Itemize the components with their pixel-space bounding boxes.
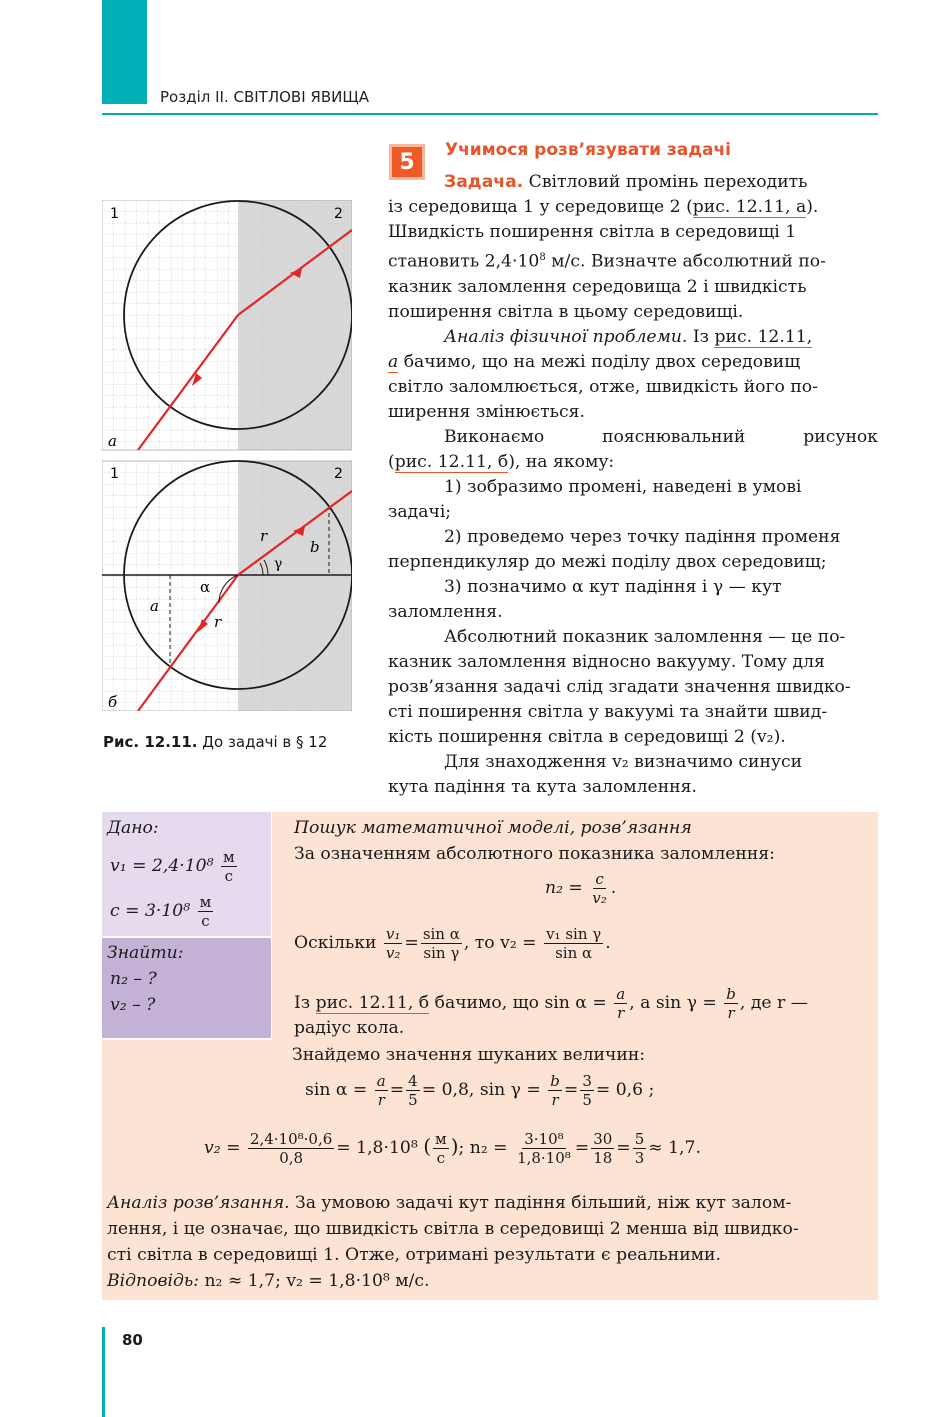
problem-text: Задача. Світловий промінь переходить із середовища 1 у середовище 2 (рис. 12.11, а). Швидкість поширення світла в середовищі 1 становить $2,4\cdot 10^8$ м/с. Визначте абсолютний по- казник заломлення середовища 2 і швидкість поширення світла в цьому середовищі. Аналіз фізичної проблеми. Із рис. 12.11, а бачимо, що на межі поділу двох середовищ світло заломлюється, отже, швидкість його по- ширення змінюється. Виконаємо пояснювальний рисунок (рис. 12.11, б), на якому: 1) зобразимо промені, наведені в умові задачі; 2) проведемо через точку падіння променя перпендикуляр до межі поділу двох середовищ; 3) позначимо α кут падіння і γ — кут заломлення. Абсолютний показник заломлення — це по- казник заломлення відносно вакууму. Тому для розв’язання задачі слід згадати значення швидко- сті поширення світла у вакуумі та знайти швид- кість поширення світла в середовищі 2 (v₂). Для знаходження v₂ визначимо синуси кута падіння та кута заломлення. bbox=[388, 172, 878, 797]
gamma-angle-label: γ bbox=[274, 556, 283, 572]
panel-b-label: б bbox=[108, 693, 118, 711]
figure-12-11 bbox=[102, 200, 352, 711]
radius-label-top: r bbox=[260, 527, 268, 545]
medium-2-label-b: 2 bbox=[334, 466, 343, 482]
figure-panel-b bbox=[102, 461, 352, 711]
given-v1: v₁ = 2,4·10⁸ $\frac{м}{с}$ bbox=[110, 848, 235, 885]
solution-title: Пошук математичної моделі, розв’язання bbox=[294, 818, 692, 838]
radius-label-bottom: r bbox=[214, 613, 222, 631]
section-number-badge: 5 bbox=[389, 144, 425, 180]
medium-1-label-b: 1 bbox=[110, 466, 119, 482]
formula-ratio: Оскільки $\frac{\text{v₁}}{\text{v₂}}$ = $\frac{\text{sin α}}{\text{sin γ}}$ , то v₂ = $\frac{\text{v₁ sin γ}}{\text{sin α}}$ . bbox=[294, 925, 611, 962]
segment-a-label: a bbox=[150, 597, 159, 615]
section-title: Учимося розв’язувати задачі bbox=[445, 140, 731, 160]
medium-2-label: 2 bbox=[334, 206, 343, 222]
calc-results: v₂ = $\frac{\text{2,4·10⁸·0,6}}{0,8}$ = 1,8·10⁸ ( $\frac{м}{с}$ ); n₂ = $\frac{\text{3·10⁸}}{\text{1,8·10⁸}}$ = $\frac{30}{18}$ = $\frac{5}{3}$ ≈ 1,7. bbox=[204, 1130, 701, 1167]
formula-n2: n₂ = $\frac{c}{\text{v₂}}$ . bbox=[545, 870, 617, 907]
calc-sines: sin α = $\frac{a}{r}$ = $\frac{4}{5}$ = 0,8, sin γ = $\frac{b}{r}$ = $\frac{3}{5}$ = 0,6 ; bbox=[305, 1072, 655, 1109]
figure-panel-a bbox=[102, 200, 352, 450]
segment-b-label: b bbox=[310, 538, 320, 556]
solution-line-1: За означенням абсолютного показника заломлення: bbox=[294, 844, 775, 864]
find-n2: n₂ – ? bbox=[110, 969, 157, 989]
page-number: 80 bbox=[122, 1331, 143, 1349]
find-v2: v₂ – ? bbox=[110, 995, 156, 1015]
header-rule bbox=[102, 113, 878, 115]
given-c: c = 3·10⁸ $\frac{м}{с}$ bbox=[110, 893, 212, 930]
result-analysis: Аналіз розв’язання. За умовою задачі кут падіння більший, ніж кут залом- лення, і це означає, що швидкість світла в середовищі 2 менша від швидко- сті світла в середовищі 1. Отже, отримані результати є реальними. Відповідь: n₂ ≈ 1,7; v₂ = 1,8·10⁸ м/с. bbox=[107, 1193, 799, 1291]
find-title: Знайти: bbox=[107, 943, 184, 963]
medium-1-label: 1 bbox=[110, 206, 119, 222]
page-number-bar bbox=[102, 1327, 105, 1417]
formula-sines: Із рис. 12.11, б бачимо, що sin α = $\frac{a}{r}$ , а sin γ = $\frac{b}{r}$ , де r — bbox=[294, 985, 808, 1022]
alpha-angle-label: α bbox=[200, 578, 211, 596]
solution-line-radius: радіус кола. bbox=[294, 1018, 405, 1038]
given-title: Дано: bbox=[107, 818, 159, 838]
panel-a-label: а bbox=[108, 432, 117, 450]
header-color-block bbox=[102, 0, 147, 104]
figure-caption: Рис. 12.11. До задачі в § 12 bbox=[103, 733, 328, 751]
section-header: Розділ ІІ. СВІТЛОВІ ЯВИЩА bbox=[160, 88, 369, 106]
solution-line-find: Знайдемо значення шуканих величин: bbox=[292, 1045, 646, 1065]
